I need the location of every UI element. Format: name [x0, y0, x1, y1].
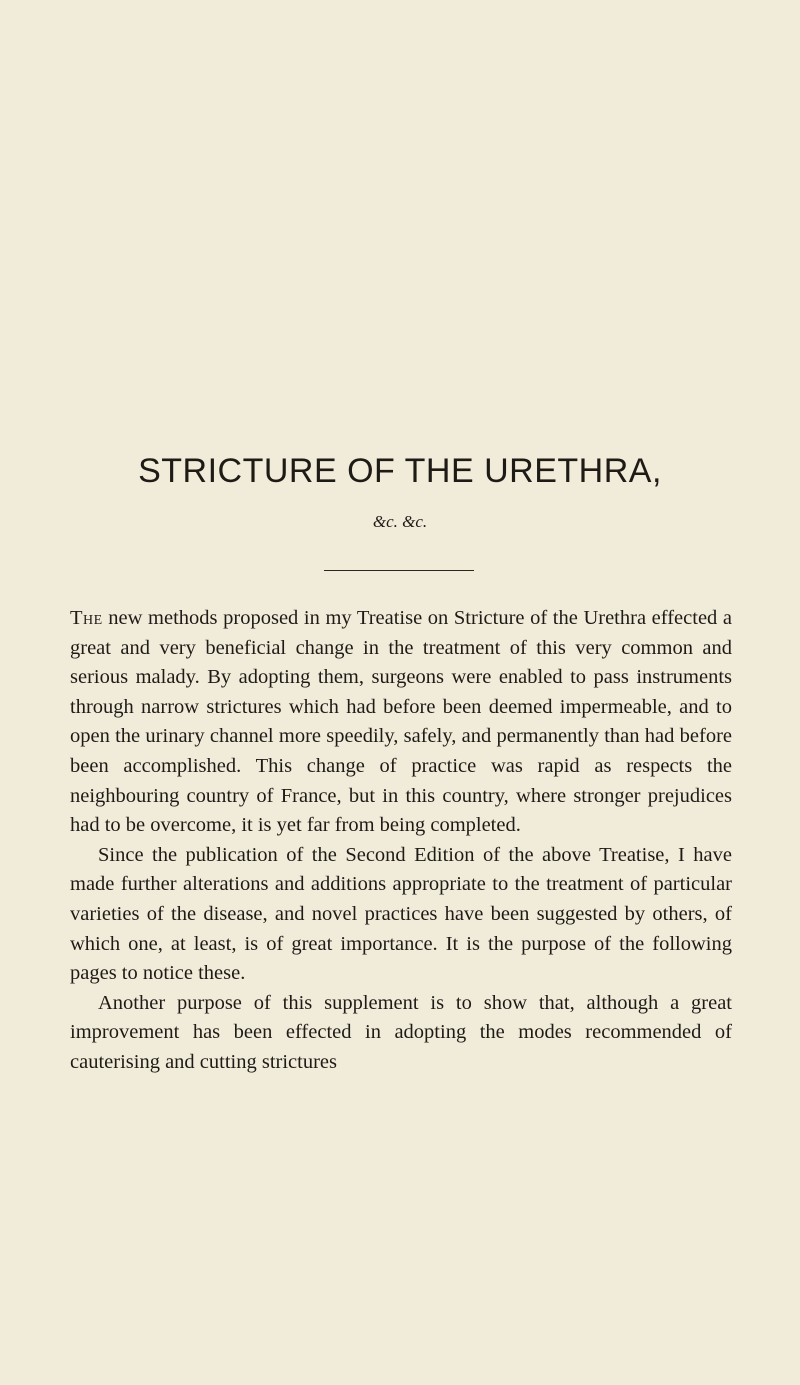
- paragraph-1: [70, 604, 732, 841]
- page-subtitle: &c. &c.: [372, 512, 428, 531]
- paragraph-lead-word: The: [70, 607, 103, 629]
- section-divider: [324, 570, 474, 571]
- paragraph-1-text: new methods proposed in my Treatise on Stricture of the Urethra effected a great and very beneficial change in the treatment of this very common and serious malady. By adopting them, surgeons were enabled to pass instruments through narrow strictures which had before been deemed impermeable, and to open the urinary channel more speedily, safely, and permanently than had before been accomplished. This change of practice was rapid as respects the neighbouring country of France, but in this country, where stronger prejudices had to be overcome, it is yet far from being completed.: [70, 607, 732, 837]
- page-title: STRICTURE OF THE URETHRA,: [138, 452, 662, 490]
- paragraph-2: Since the publication of the Second Edition of the above Treatise, I have made further alterations and additions appropriate to the treatment of particular varieties of the disease, and novel practices have been suggested by others, of which one, at least, is of great importance. It is the purpose of the following pages to notice these.: [70, 843, 732, 985]
- body-text: [70, 604, 732, 1078]
- paragraph-3: Another purpose of this supplement is to show that, although a great improvement has been effected in adopting the modes recommended of cauterising and cutting strictures: [70, 991, 732, 1073]
